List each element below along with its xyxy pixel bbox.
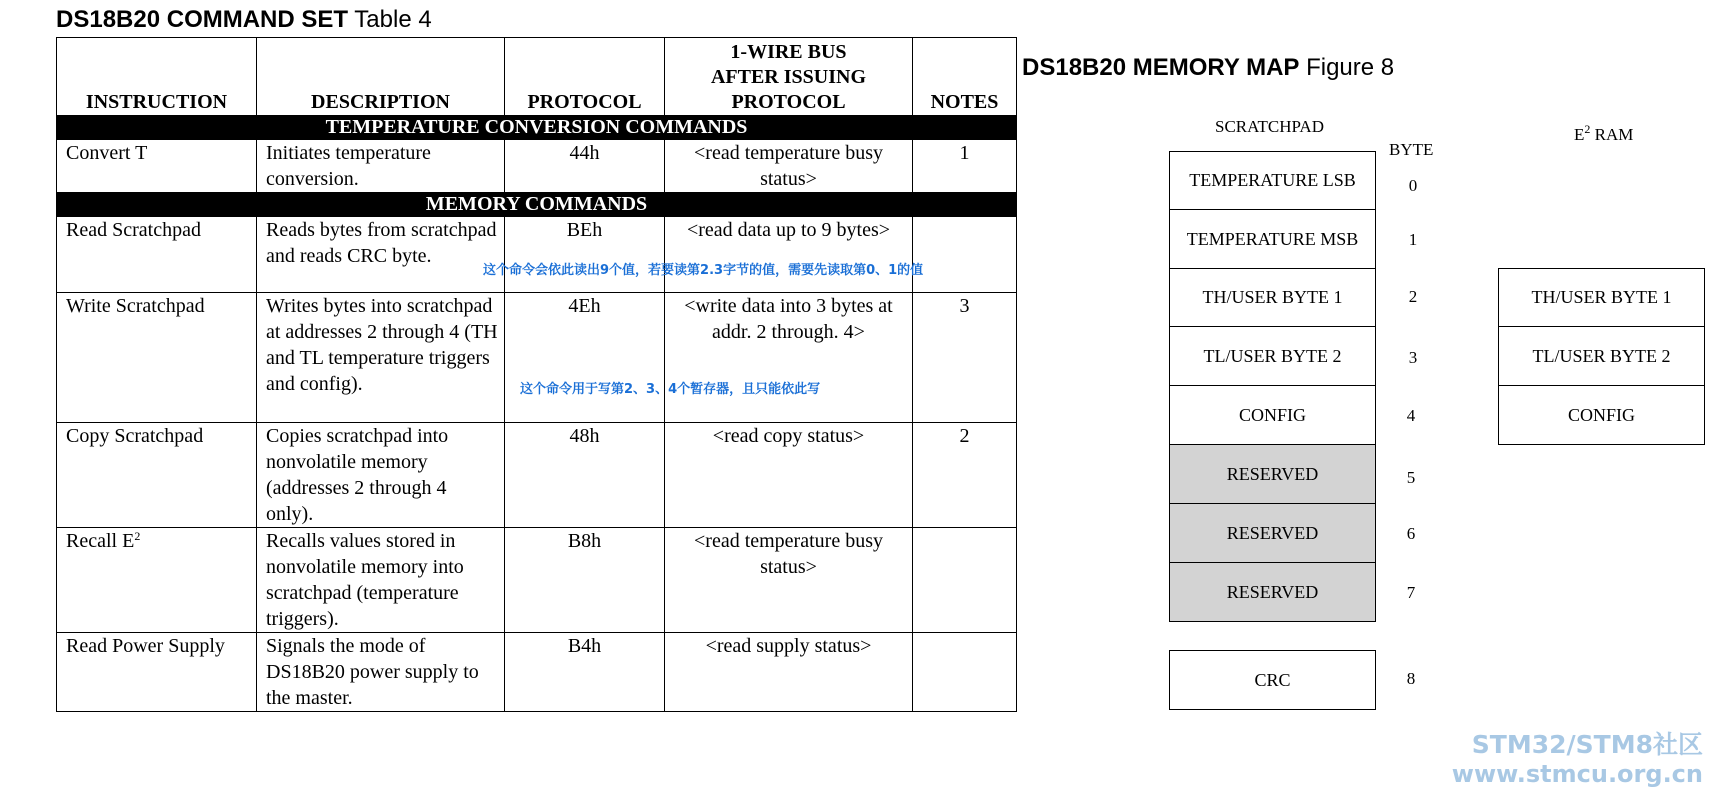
memory-map-title [1022,54,1394,82]
scratchpad-label: SCRATCHPAD [1215,117,1324,136]
cell-protocol: B8h [505,528,665,633]
scratchpad-cell-config: CONFIG [1169,385,1376,445]
byte-number: 4 [1406,406,1416,425]
cell-notes: 3 [913,293,1017,423]
cell-instruction: Write Scratchpad [57,293,257,423]
scratchpad-cell-crc: CRC [1169,650,1376,710]
cell-bus: <read supply status> [665,633,913,712]
byte-number: 8 [1406,669,1416,688]
scratchpad-cell-th-user-byte-1: TH/USER BYTE 1 [1169,268,1376,327]
cell-protocol: B4h [505,633,665,712]
byte-label: BYTE [1389,140,1434,159]
eram-cell-tl-user-byte-2: TL/USER BYTE 2 [1498,326,1705,386]
memory-map-title-bold: DS18B20 MEMORY MAP [1022,54,1300,81]
cell-bus: <read data up to 9 bytes> [665,217,913,293]
table-row [57,293,1017,423]
cell-instruction [57,528,257,633]
scratchpad-cell-temperature-msb: TEMPERATURE MSB [1169,209,1376,269]
eram-cell-th-user-byte-1: TH/USER BYTE 1 [1498,268,1705,327]
scratchpad-cell-tl-user-byte-2: TL/USER BYTE 2 [1169,326,1376,386]
cell-protocol: 48h [505,423,665,528]
memory-map-title-rest: Figure 8 [1299,54,1395,81]
cell-description: Initiates temperature conversion. [257,140,505,193]
section-row-temperature [57,116,1017,140]
byte-number: 7 [1406,583,1416,602]
cell-bus: <read temperature busy status> [665,140,913,193]
byte-number: 3 [1408,348,1418,367]
section-temperature-label: TEMPERATURE CONVERSION COMMANDS [57,116,1017,140]
table-row [57,140,1017,193]
annotation-read-scratchpad: 这个命令会依此读出9个值，若要读第2.3字节的值，需要先读取第0、1的值 [483,263,924,278]
byte-number: 1 [1408,230,1418,249]
byte-number: 2 [1408,287,1418,306]
cell-instruction-text: Recall E [66,530,135,552]
cell-description: Copies scratchpad into nonvolatile memory (addresses 2 through 4 only). [257,423,505,528]
cell-description: Signals the mode of DS18B20 power supply to the master. [257,633,505,712]
header-bus-line1: 1-WIRE BUS [730,41,847,63]
cell-instruction: Read Power Supply [57,633,257,712]
byte-number: 6 [1406,524,1416,543]
eram-label-superscript: 2 [1584,122,1591,136]
table-row [57,423,1017,528]
table-row [57,528,1017,633]
command-set-title-rest: Table 4 [348,6,432,33]
scratchpad-cell-reserved-5: RESERVED [1169,444,1376,504]
command-set-title-bold: DS18B20 COMMAND SET [56,6,349,33]
cell-notes [913,633,1017,712]
cell-instruction: Read Scratchpad [57,217,257,293]
site-watermark [1452,730,1703,788]
table-header-row [57,38,1017,116]
cell-protocol: 4Eh [505,293,665,423]
cell-instruction: Copy Scratchpad [57,423,257,528]
watermark-line2: www.stmcu.org.cn [1451,760,1703,788]
scratchpad-cell-temperature-lsb: TEMPERATURE LSB [1169,151,1376,210]
eram-label-prefix: E [1574,125,1585,144]
header-bus-line2: AFTER ISSUING [710,66,867,88]
cell-description: Reads bytes from scratchpad and reads CRC byte. [257,217,505,293]
section-memory-label: MEMORY COMMANDS [57,193,1017,217]
cell-bus: <read copy status> [665,423,913,528]
cell-instruction: Convert T [57,140,257,193]
table-row [57,633,1017,712]
cell-notes: 1 [913,140,1017,193]
cell-description: Writes bytes into scratchpad at addresses 2 through 4 (TH and TL temperature triggers and config). [257,293,505,423]
eram-cell-config: CONFIG [1498,385,1705,445]
scratchpad-cell-reserved-7: RESERVED [1169,562,1376,622]
cell-notes: 2 [913,423,1017,528]
byte-number: 5 [1406,468,1416,487]
header-protocol: PROTOCOL [505,38,665,116]
cell-bus: <read temperature busy status> [665,528,913,633]
watermark-line1: STM32/STM8社区 [1471,730,1703,759]
command-set-table [56,37,1017,712]
header-notes: NOTES [913,38,1017,116]
cell-protocol: BEh [505,217,665,293]
command-set-title [56,6,432,34]
header-bus-after-protocol [665,38,913,116]
header-description: DESCRIPTION [257,38,505,116]
header-instruction: INSTRUCTION [57,38,257,116]
byte-number: 0 [1408,176,1418,195]
annotation-write-scratchpad: 这个命令用于写第2、3、4个暂存器，且只能依此写 [520,382,821,397]
header-bus-line3: PROTOCOL [731,91,846,113]
eram-label [1574,122,1634,145]
cell-instruction-superscript: 2 [134,529,141,543]
cell-protocol: 44h [505,140,665,193]
cell-bus: <write data into 3 bytes at addr. 2 through. 4> [665,293,913,423]
cell-notes [913,528,1017,633]
cell-notes [913,217,1017,293]
scratchpad-cell-reserved-6: RESERVED [1169,503,1376,563]
cell-description: Recalls values stored in nonvolatile memory into scratchpad (temperature triggers). [257,528,505,633]
eram-label-suffix: RAM [1590,125,1634,144]
table-row [57,217,1017,293]
section-row-memory [57,193,1017,217]
